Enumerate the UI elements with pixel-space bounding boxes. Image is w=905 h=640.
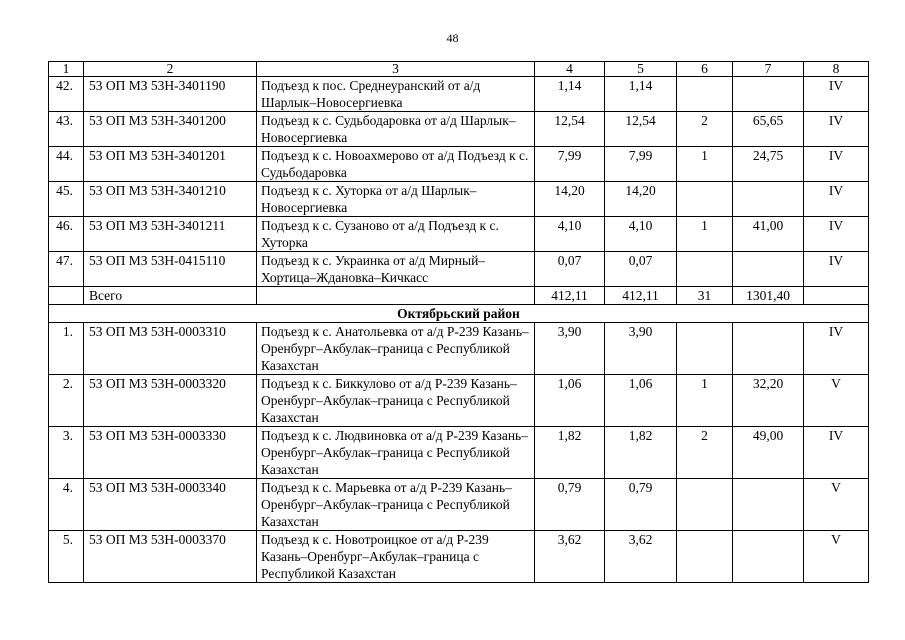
bridges-length xyxy=(733,182,804,217)
road-name: Подъезд к с. Хуторка от а/д Шарлык–Новосергиевка xyxy=(257,182,535,217)
bridges-count: 1 xyxy=(677,375,733,427)
length-total: 1,06 xyxy=(535,375,605,427)
road-category: V xyxy=(804,375,869,427)
road-code: 53 ОП МЗ 53Н-3401200 xyxy=(84,112,257,147)
table-row xyxy=(49,427,869,479)
length-hard-surface: 0,07 xyxy=(605,252,677,287)
road-name: Подъезд к с. Судьбодаровка от а/д Шарлык–Новосергиевка xyxy=(257,112,535,147)
table-body xyxy=(49,62,869,583)
length-total: 7,99 xyxy=(535,147,605,182)
bridges-length xyxy=(733,531,804,583)
table-row xyxy=(49,217,869,252)
length-hard-surface: 14,20 xyxy=(605,182,677,217)
bridges-count: 1 xyxy=(677,217,733,252)
length-total: 3,90 xyxy=(535,323,605,375)
road-category: IV xyxy=(804,427,869,479)
road-name: Подъезд к с. Анатольевка от а/д Р-239 Казань–Оренбург–Акбулак–граница с Республикой Казахстан xyxy=(257,323,535,375)
road-category: V xyxy=(804,479,869,531)
table-row xyxy=(49,147,869,182)
bridges-length: 65,65 xyxy=(733,112,804,147)
length-hard-surface: 1,06 xyxy=(605,375,677,427)
length-hard-surface: 3,90 xyxy=(605,323,677,375)
bridges-count xyxy=(677,531,733,583)
total-bridges-length: 1301,40 xyxy=(733,287,804,305)
row-number: 43. xyxy=(49,112,84,147)
header-cell: 3 xyxy=(257,62,535,77)
road-category: IV xyxy=(804,77,869,112)
length-total: 12,54 xyxy=(535,112,605,147)
table-row xyxy=(49,531,869,583)
roads-table xyxy=(48,61,869,583)
road-category: IV xyxy=(804,147,869,182)
bridges-length xyxy=(733,252,804,287)
bridges-count xyxy=(677,323,733,375)
header-cell: 8 xyxy=(804,62,869,77)
row-number: 4. xyxy=(49,479,84,531)
road-name: Подъезд к с. Марьевка от а/д Р-239 Казань–Оренбург–Акбулак–граница с Республикой Казахстан xyxy=(257,479,535,531)
road-name: Подъезд к с. Новоахмерово от а/д Подъезд к с. Судьбодаровка xyxy=(257,147,535,182)
road-code: 53 ОП МЗ 53Н-0415110 xyxy=(84,252,257,287)
length-hard-surface: 4,10 xyxy=(605,217,677,252)
bridges-count: 2 xyxy=(677,112,733,147)
bridges-count xyxy=(677,77,733,112)
length-hard-surface: 12,54 xyxy=(605,112,677,147)
road-name: Подъезд к с. Новотроицкое от а/д Р-239 Казань–Оренбург–Акбулак–граница с Республикой Казахстан xyxy=(257,531,535,583)
table-row xyxy=(49,479,869,531)
bridges-count: 2 xyxy=(677,427,733,479)
total-length: 412,11 xyxy=(535,287,605,305)
road-code: 53 ОП МЗ 53Н-0003370 xyxy=(84,531,257,583)
row-number: 46. xyxy=(49,217,84,252)
header-cell: 2 xyxy=(84,62,257,77)
road-name: Подъезд к с. Людвиновка от а/д Р-239 Казань–Оренбург–Акбулак–граница с Республикой Казахстан xyxy=(257,427,535,479)
table-row xyxy=(49,182,869,217)
table-row xyxy=(49,375,869,427)
bridges-count xyxy=(677,252,733,287)
total-row xyxy=(49,287,869,305)
road-name: Подъезд к пос. Среднеуранский от а/д Шарлык–Новосергиевка xyxy=(257,77,535,112)
road-name: Подъезд к с. Украинка от а/д Мирный–Хортица–Ждановка–Кичкасс xyxy=(257,252,535,287)
road-category: IV xyxy=(804,112,869,147)
header-cell: 6 xyxy=(677,62,733,77)
length-total: 1,14 xyxy=(535,77,605,112)
length-hard-surface: 1,82 xyxy=(605,427,677,479)
road-code: 53 ОП МЗ 53Н-0003320 xyxy=(84,375,257,427)
length-total: 4,10 xyxy=(535,217,605,252)
road-category: IV xyxy=(804,252,869,287)
length-total: 1,82 xyxy=(535,427,605,479)
road-code: 53 ОП МЗ 53Н-3401190 xyxy=(84,77,257,112)
bridges-length: 49,00 xyxy=(733,427,804,479)
road-name: Подъезд к с. Биккулово от а/д Р-239 Казань–Оренбург–Акбулак–граница с Республикой Казахстан xyxy=(257,375,535,427)
header-cell: 5 xyxy=(605,62,677,77)
total-empty-cell xyxy=(804,287,869,305)
road-code: 53 ОП МЗ 53Н-3401211 xyxy=(84,217,257,252)
bridges-length xyxy=(733,479,804,531)
total-bridges-count: 31 xyxy=(677,287,733,305)
bridges-length: 32,20 xyxy=(733,375,804,427)
length-hard-surface: 3,62 xyxy=(605,531,677,583)
total-label: Всего xyxy=(84,287,257,305)
total-empty-cell xyxy=(257,287,535,305)
table-row xyxy=(49,112,869,147)
length-total: 0,07 xyxy=(535,252,605,287)
length-hard-surface: 0,79 xyxy=(605,479,677,531)
row-number: 44. xyxy=(49,147,84,182)
bridges-length: 41,00 xyxy=(733,217,804,252)
table-row xyxy=(49,252,869,287)
total-empty-cell xyxy=(49,287,84,305)
header-cell: 7 xyxy=(733,62,804,77)
bridges-length xyxy=(733,323,804,375)
road-category: V xyxy=(804,531,869,583)
bridges-length: 24,75 xyxy=(733,147,804,182)
road-name: Подъезд к с. Сузаново от а/д Подъезд к с. Хуторка xyxy=(257,217,535,252)
row-number: 3. xyxy=(49,427,84,479)
road-category: IV xyxy=(804,323,869,375)
bridges-count xyxy=(677,182,733,217)
length-total: 0,79 xyxy=(535,479,605,531)
column-number-header xyxy=(49,62,869,77)
road-code: 53 ОП МЗ 53Н-3401210 xyxy=(84,182,257,217)
section-title: Октябрьский район xyxy=(49,305,869,323)
total-hard-surface: 412,11 xyxy=(605,287,677,305)
bridges-length xyxy=(733,77,804,112)
table-row xyxy=(49,323,869,375)
road-code: 53 ОП МЗ 53Н-0003310 xyxy=(84,323,257,375)
page-number: 48 xyxy=(446,31,459,45)
road-category: IV xyxy=(804,217,869,252)
row-number: 42. xyxy=(49,77,84,112)
road-code: 53 ОП МЗ 53Н-0003330 xyxy=(84,427,257,479)
row-number: 45. xyxy=(49,182,84,217)
length-hard-surface: 1,14 xyxy=(605,77,677,112)
length-hard-surface: 7,99 xyxy=(605,147,677,182)
row-number: 47. xyxy=(49,252,84,287)
length-total: 3,62 xyxy=(535,531,605,583)
road-code: 53 ОП МЗ 53Н-0003340 xyxy=(84,479,257,531)
section-row xyxy=(49,305,869,323)
row-number: 1. xyxy=(49,323,84,375)
length-total: 14,20 xyxy=(535,182,605,217)
header-cell: 1 xyxy=(49,62,84,77)
row-number: 2. xyxy=(49,375,84,427)
table-row xyxy=(49,77,869,112)
road-category: IV xyxy=(804,182,869,217)
header-cell: 4 xyxy=(535,62,605,77)
bridges-count xyxy=(677,479,733,531)
road-code: 53 ОП МЗ 53Н-3401201 xyxy=(84,147,257,182)
row-number: 5. xyxy=(49,531,84,583)
bridges-count: 1 xyxy=(677,147,733,182)
